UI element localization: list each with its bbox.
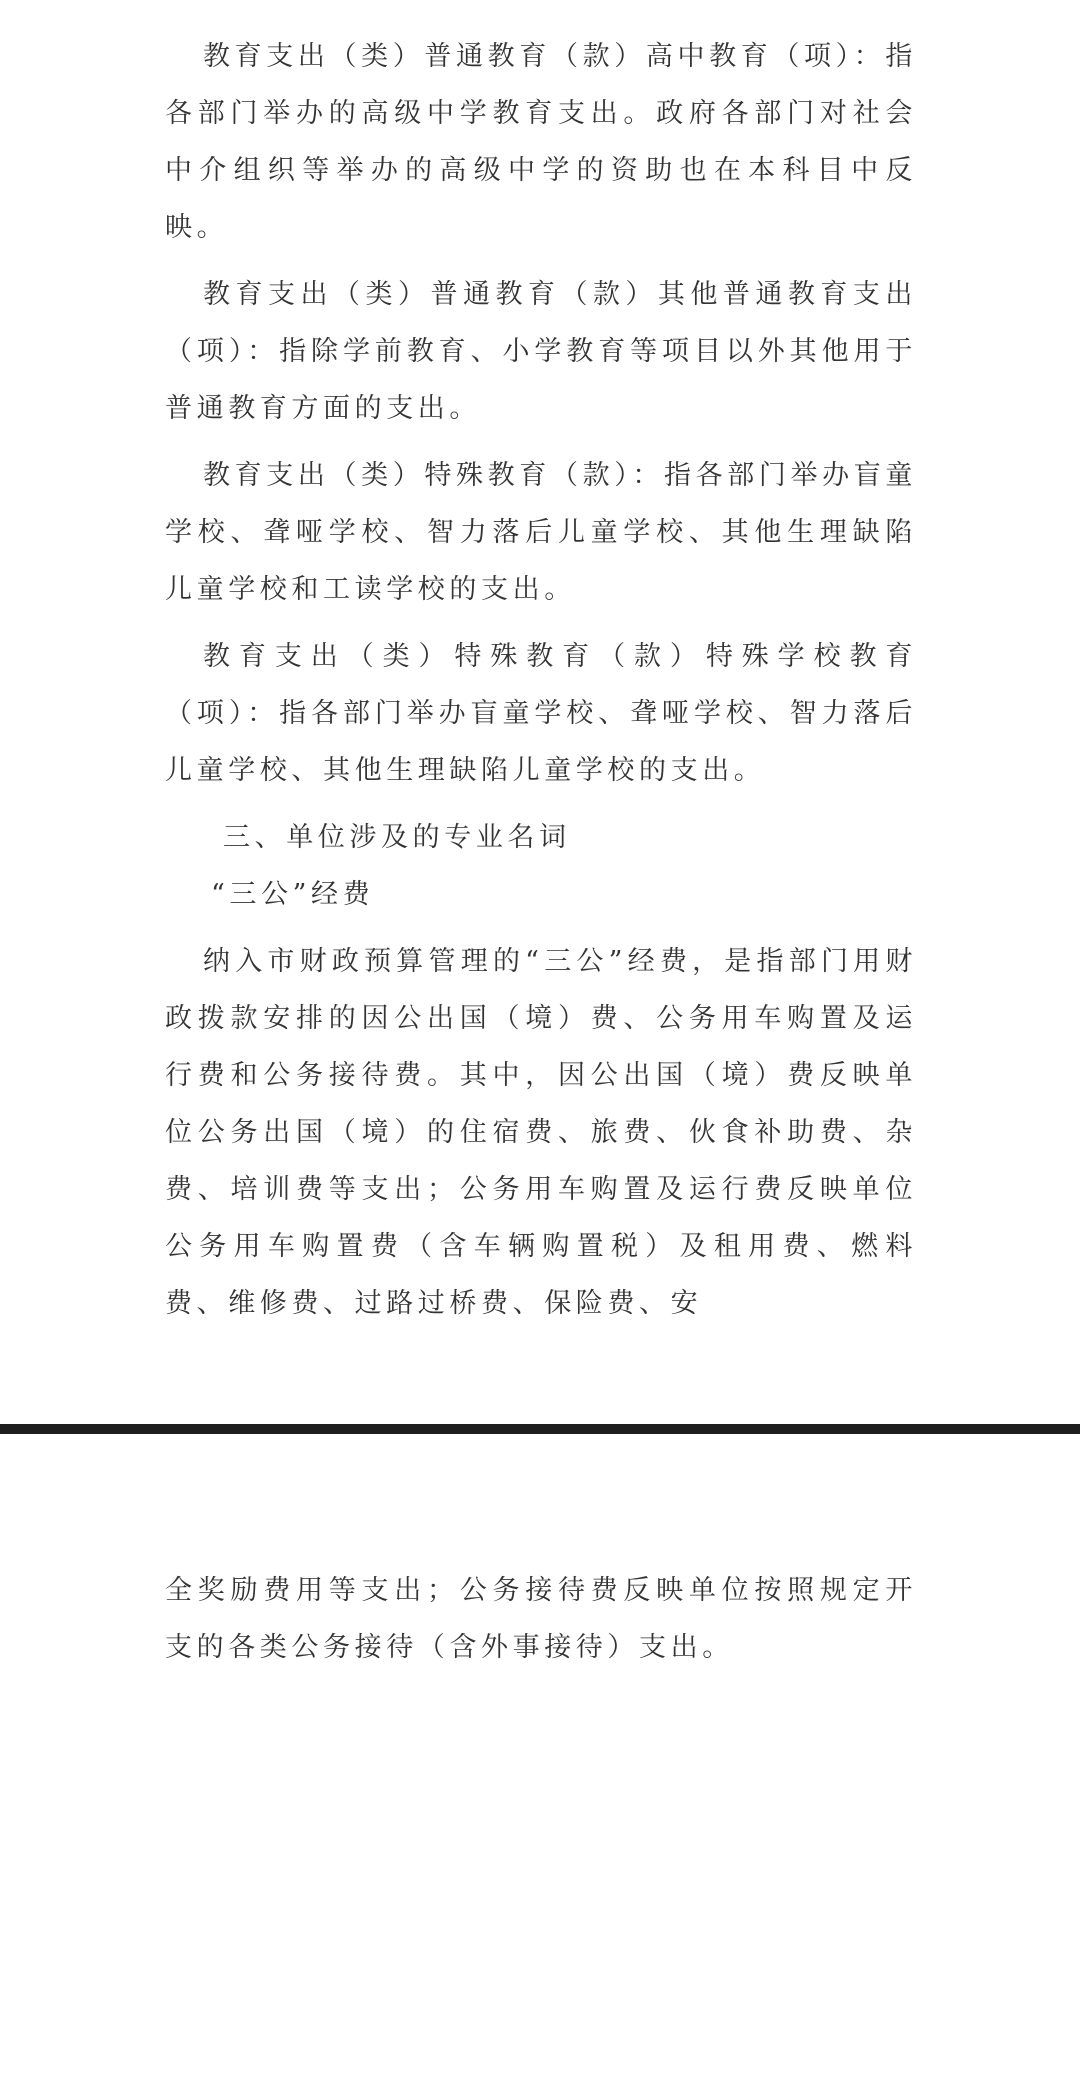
page-2-content (165, 1562, 917, 1686)
paragraph-special-school-education: 教育支出（类）特殊教育（款）特殊学校教育（项）：指各部门举办盲童学校、聋哑学校、智力落后儿童学校、其他生理缺陷儿童学校的支出。 (165, 641, 917, 786)
paragraph-other-general-education: 教育支出（类）普通教育（款）其他普通教育支出（项）：指除学前教育、小学教育等项目以外其他用于普通教育方面的支出。 (165, 279, 917, 424)
paragraph-high-school-education: 教育支出（类）普通教育（款）高中教育（项）：指各部门举办的高级中学教育支出。政府各部门对社会中介组织等举办的高级中学的资助也在本科目中反映。 (165, 41, 917, 243)
section-heading: 三、单位涉及的专业名词 (223, 822, 571, 853)
sub-heading: “三公”经费 (211, 879, 375, 910)
paragraph-three-public-expenses: 纳入市财政预算管理的“三公”经费，是指部门用财政拨款安排的因公出国（境）费、公务用车购置及运行费和公务接待费。其中，因公出国（境）费反映单位公务出国（境）的住宿费、旅费、伙食补助费、杂费、培训费等支出；公务用车购置及运行费反映单位公务用车购置费（含车辆购置税）及租用费、燃料费、维修费、过路过桥费、保险费、安 (165, 946, 917, 1319)
paragraph-special-education: 教育支出（类）特殊教育（款）：指各部门举办盲童学校、聋哑学校、智力落后儿童学校、其他生理缺陷儿童学校和工读学校的支出。 (165, 460, 917, 605)
page-separator (0, 1424, 1080, 1434)
document-page-2 (0, 1434, 1080, 2091)
paragraph-continuation: 全奖励费用等支出；公务接待费反映单位按照规定开支的各类公务接待（含外事接待）支出。 (165, 1575, 917, 1663)
page-1-content (165, 28, 917, 1342)
